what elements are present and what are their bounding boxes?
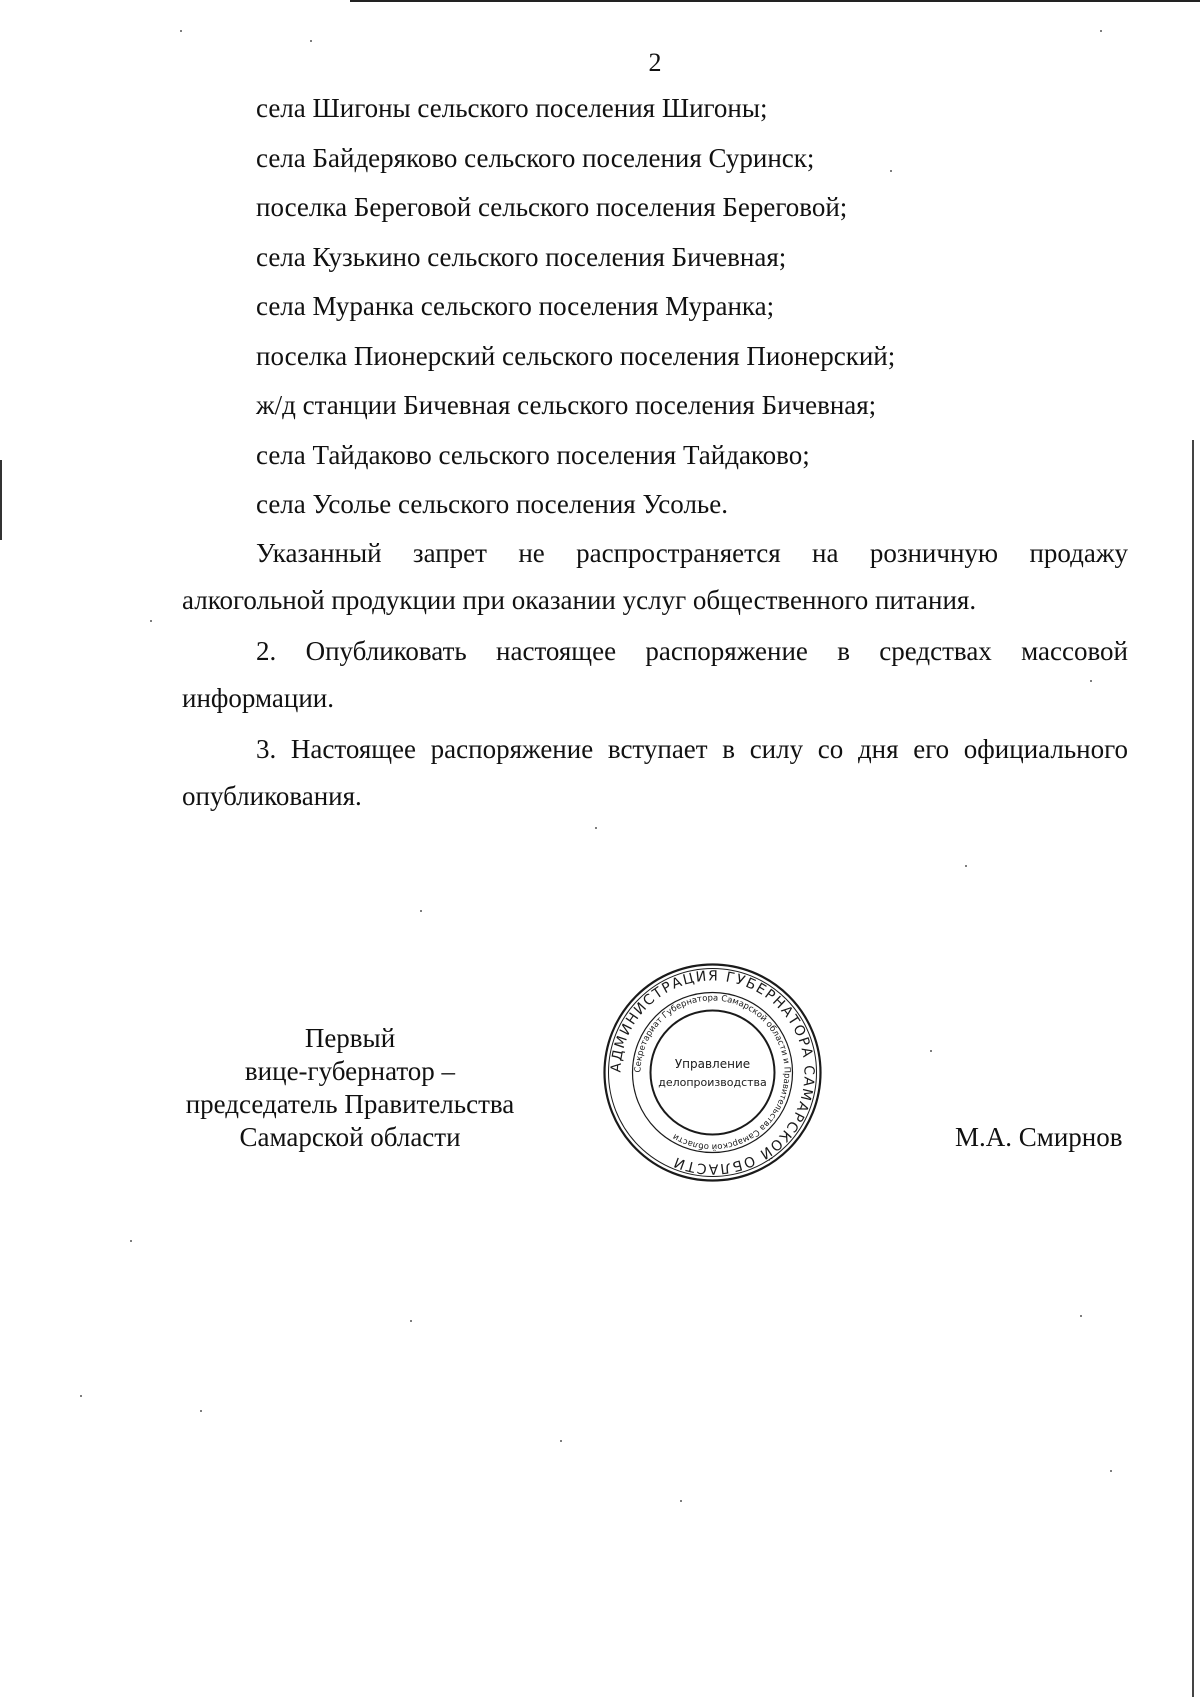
signer-name: М.А. Смирнов	[955, 1122, 1123, 1152]
item-2-line-1: 2. Опубликовать настоящее распоряжение в средствах массовой	[256, 636, 1128, 666]
exception-line-1: Указанный запрет не распространяется на розничную продажу	[256, 538, 1128, 568]
scan-speck	[680, 1500, 682, 1502]
list-item: села Тайдаково сельского поселения Тайдаково;	[256, 439, 810, 470]
scan-speck	[595, 827, 597, 829]
scan-speck	[930, 1050, 932, 1052]
list-item: ж/д станции Бичевная сельского поселения Бичевная;	[256, 390, 877, 420]
stamp-outer-text: АДМИНИСТРАЦИЯ ГУБЕРНАТОРА САМАРСКОЙ ОБЛАСТИ	[608, 968, 817, 1177]
position-line: вице-губернатор –	[244, 1056, 456, 1086]
scan-edge-right	[1192, 440, 1194, 1697]
settlement-list	[256, 88, 895, 534]
item-3-paragraph	[182, 726, 1128, 820]
stamp-center-line-1: Управление	[674, 1057, 751, 1071]
position-line: Самарской области	[239, 1122, 461, 1152]
stamp-center-line-2: делопроизводства	[658, 1076, 767, 1089]
scan-speck	[965, 865, 967, 867]
official-stamp	[600, 960, 825, 1185]
list-item: села Байдеряково сельского поселения Суринск;	[256, 142, 815, 173]
item-2-line-2: информации.	[182, 683, 334, 713]
scan-speck	[410, 1320, 412, 1322]
list-item: поселка Пионерский сельского поселения Пионерский;	[256, 340, 896, 371]
scan-speck	[560, 1440, 562, 1442]
list-item: села Муранка сельского поселения Муранка;	[256, 291, 775, 321]
scan-speck	[1110, 1470, 1112, 1472]
scan-speck	[150, 620, 152, 622]
list-item: поселка Береговой сельского поселения Береговой;	[256, 192, 848, 222]
scan-speck	[1090, 680, 1092, 682]
list-item: села Усолье сельского поселения Усолье.	[256, 489, 728, 519]
position-line: Первый	[304, 1023, 396, 1053]
exception-paragraph	[182, 530, 1128, 624]
scan-speck	[1100, 30, 1102, 32]
scan-edge-left	[0, 460, 2, 540]
position-line: председатель Правительства	[185, 1089, 515, 1119]
page-number: 2	[648, 48, 662, 77]
scan-speck	[200, 1410, 202, 1412]
item-3-line-2: опубликования.	[182, 781, 362, 811]
stamp-inner-text: Секретариат Губернатора Самарской области и Правительства Самарской области	[633, 993, 792, 1152]
scan-speck	[130, 1240, 132, 1242]
scan-speck	[420, 910, 422, 912]
signatory-position	[160, 1022, 540, 1154]
scan-speck	[310, 40, 312, 42]
scan-speck	[890, 170, 892, 172]
list-item: села Кузькино сельского поселения Бичевная;	[256, 241, 787, 272]
scan-speck	[80, 1395, 82, 1397]
scan-speck	[1080, 1315, 1082, 1317]
exception-line-2: алкогольной продукции при оказании услуг общественного питания.	[182, 585, 977, 615]
item-3-line-1: 3. Настоящее распоряжение вступает в силу со дня его официального	[256, 734, 1128, 764]
item-2-paragraph	[182, 628, 1128, 722]
svg-text:Секретариат Губернатора Самарс	[633, 993, 791, 1151]
stamp-seal	[600, 960, 825, 1185]
scan-speck	[180, 30, 182, 32]
list-item: села Шигоны сельского поселения Шигоны;	[256, 93, 768, 123]
scan-edge-top	[350, 0, 1200, 2]
